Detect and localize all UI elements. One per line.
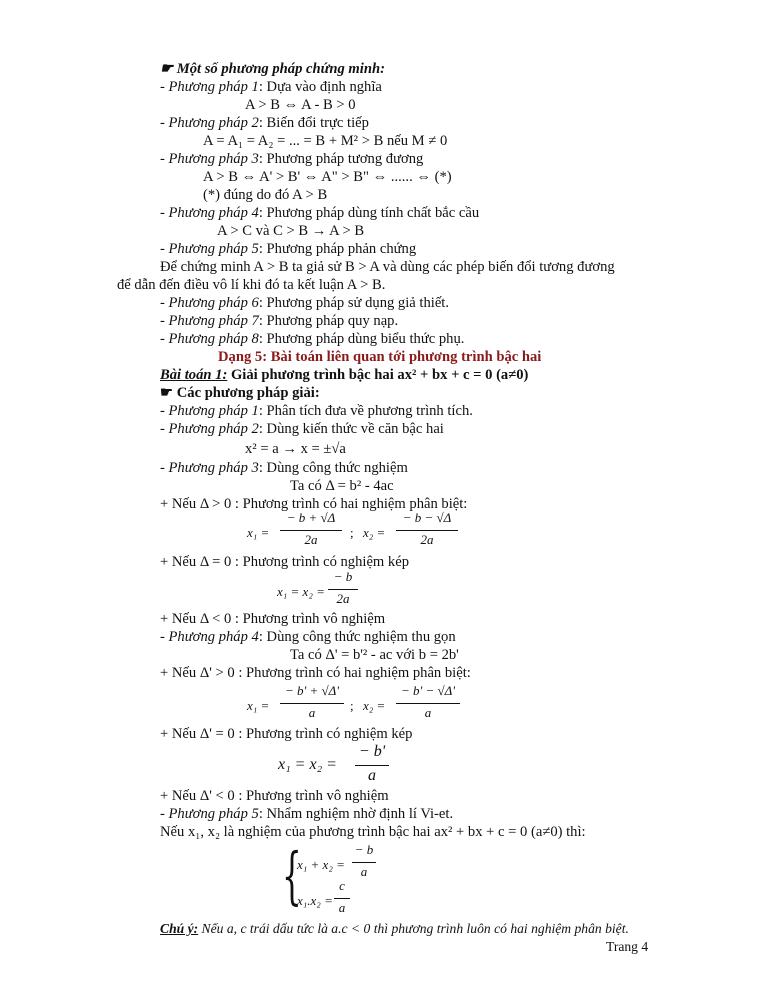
case6-text: + Nếu Δ' < 0 : Phương trình vô nghiệm [160, 788, 389, 804]
pp3-text: : Phương pháp tương đương [258, 151, 424, 167]
s2-line: - Phương pháp 2: Dùng kiến thức về căn bậc hai [160, 421, 444, 437]
case1-text: + Nếu Δ > 0 : Phương trình có hai nghiệm phân biệt: [160, 496, 468, 512]
case5-lhs: x₁ = x₂ = [278, 756, 337, 773]
case4-den-1: a [308, 705, 316, 720]
case4-x1-lhs: x₁ = [247, 698, 270, 713]
s4-line: - Phương pháp 4: Dùng công thức nghiệm thu gọn [160, 629, 456, 645]
fraction-bar [334, 898, 350, 899]
vieta-sum-lhs: x₁ + x₂ = [297, 857, 345, 872]
pp7-text: : Phương pháp quy nạp. [258, 313, 399, 329]
pp7-line: - Phương pháp 7: Phương pháp quy nạp. [160, 313, 399, 329]
s5-line: - Phương pháp 5: Nhẩm nghiệm nhờ định lí Vi-et. [160, 806, 454, 822]
s4-label: Phương pháp 4 [168, 629, 259, 645]
case4-x1-fraction [280, 683, 344, 723]
s1-label: Phương pháp 1 [168, 403, 259, 419]
note-line [160, 920, 629, 938]
s5-label: Phương pháp 5 [168, 806, 259, 822]
pp5-label: Phương pháp 5 [168, 241, 259, 257]
pp4-formula: A > C và C > B → A > B [217, 223, 365, 239]
pp3-label: Phương pháp 3 [168, 151, 259, 167]
page-number: Trang 4 [606, 939, 649, 954]
case4-text: + Nếu Δ' > 0 : Phương trình có hai nghiệm phân biệt: [160, 665, 471, 681]
s4-text: : Dùng công thức nghiệm thu gọn [258, 629, 456, 645]
s3-delta: Ta có Δ = b² - 4ac [290, 478, 394, 494]
pp4-label: Phương pháp 4 [168, 205, 259, 221]
fraction-bar [280, 530, 342, 531]
case2-lhs: x₁ = x₂ = [277, 584, 325, 599]
case4-x1-num: − b' + √Δ' [284, 683, 340, 698]
case1-x2-fraction [396, 510, 458, 550]
pp6-line: - Phương pháp 6: Phương pháp sử dụng giả thiết. [160, 295, 449, 311]
pp4-line: - Phương pháp 4: Phương pháp dùng tính chất bắc cầu [160, 205, 480, 221]
case1-x2-num: − b − √Δ [402, 510, 452, 525]
case1-x1-fraction [280, 510, 342, 550]
vieta-sum-fraction [352, 842, 376, 882]
case1-den-2: 2a [420, 532, 434, 547]
case4-x2-num: − b' − √Δ' [400, 683, 456, 698]
case5-num: − b' [358, 743, 386, 760]
s3-text: : Dùng công thức nghiệm [258, 460, 408, 476]
pp1-line: - Phương pháp 1: Dựa vào định nghĩa [160, 79, 382, 95]
s4-delta: Ta có Δ' = b'² - ac với b = 2b' [290, 647, 459, 663]
problem-line [160, 366, 528, 384]
section-title: Dạng 5: Bài toán liên quan tới phương trình bậc hai [218, 349, 542, 365]
case3-text: + Nếu Δ < 0 : Phương trình vô nghiệm [160, 611, 386, 627]
case2-fraction [328, 569, 358, 609]
pp4-text: : Phương pháp dùng tính chất bắc cầu [258, 205, 480, 221]
vieta-intro: Nếu x₁, x₂ là nghiệm của phương trình bậc hai ax² + bx + c = 0 (a≠0) thì: [160, 824, 586, 840]
case4-x2-lhs: x₂ = [363, 698, 386, 713]
s2-text: : Dùng kiến thức về căn bậc hai [258, 421, 444, 437]
pp1-formula: A > B ⇔ A - B > 0 [245, 97, 356, 113]
vieta-prod-den: a [338, 900, 346, 915]
case1-sep: ; [350, 525, 354, 540]
pp1-text: : Dựa vào định nghĩa [258, 79, 382, 95]
pp8-line: - Phương pháp 8: Phương pháp dùng biểu thức phụ. [160, 331, 465, 347]
pp1-label: Phương pháp 1 [168, 79, 259, 95]
s1-line: - Phương pháp 1: Phân tích đưa về phương trình tích. [160, 403, 473, 419]
fraction-bar [355, 765, 389, 766]
pp2-text: : Biến đổi trực tiếp [258, 115, 369, 131]
case5-den: a [368, 767, 376, 784]
case5-fraction [355, 743, 389, 787]
vieta-prod-num: c [339, 878, 345, 893]
pp2-line: - Phương pháp 2: Biến đổi trực tiếp [160, 115, 369, 131]
pp8-text: : Phương pháp dùng biểu thức phụ. [258, 331, 465, 347]
pp2-formula: A = A₁ = A₂ = ... = B + M² > B nếu M ≠ 0 [203, 133, 448, 149]
pp5-para1: Để chứng minh A > B ta giả sử B > A và dùng các phép biến đổi tương đương [160, 259, 615, 275]
fraction-bar [352, 862, 376, 863]
note-label: Chú ý: [160, 921, 199, 936]
solve-heading: ☛ Các phương pháp giải: [160, 385, 320, 401]
pp6-label: Phương pháp 6 [168, 295, 259, 311]
s2-formula: x² = a → x = ±√a [245, 441, 346, 457]
pp8-label: Phương pháp 8 [168, 331, 259, 347]
case4-x2-fraction [396, 683, 460, 723]
case1-x1-num: − b + √Δ [286, 510, 336, 525]
problem-text: Giải phương trình bậc hai ax² + bx + c = 0 (a≠0) [227, 367, 529, 383]
case2-den: 2a [336, 591, 350, 606]
s3-label: Phương pháp 3 [168, 460, 259, 476]
vieta-sum-den: a [360, 864, 368, 879]
system-brace: { [282, 839, 302, 912]
pp7-label: Phương pháp 7 [168, 313, 259, 329]
vieta-prod-lhs: x₁.x₂ = [297, 893, 333, 908]
pp5-para2: để dẫn đến điều vô lí khi đó ta kết luận A > B. [117, 277, 386, 293]
s3-line: - Phương pháp 3: Dùng công thức nghiệm [160, 460, 408, 476]
heading-methods: ☛ Một số phương pháp chứng minh: [160, 61, 385, 77]
vieta-sum-num: − b [354, 842, 374, 857]
pp3-line: - Phương pháp 3: Phương pháp tương đương [160, 151, 424, 167]
fraction-bar [280, 703, 344, 704]
s1-text: : Phân tích đưa về phương trình tích. [258, 403, 473, 419]
case2-num: − b [333, 569, 353, 584]
pp3-note: (*) đúng do đó A > B [203, 187, 328, 203]
pp6-text: : Phương pháp sử dụng giả thiết. [258, 295, 449, 311]
pp2-label: Phương pháp 2 [168, 115, 259, 131]
note-text: Nếu a, c trái dấu tức là a.c < 0 thì phương trình luôn có hai nghiệm phân biệt. [198, 921, 629, 936]
fraction-bar [396, 703, 460, 704]
case2-text: + Nếu Δ = 0 : Phương trình có nghiệm kép [160, 554, 410, 570]
pp3-formula: A > B ⇔ A' > B' ⇔ A" > B" ⇔ ...... ⇔ (*) [203, 169, 452, 185]
fraction-bar [396, 530, 458, 531]
vieta-prod-fraction [334, 878, 350, 918]
s2-label: Phương pháp 2 [168, 421, 259, 437]
problem-label: Bài toán 1: [160, 367, 228, 383]
pp5-line: - Phương pháp 5: Phương pháp phản chứng [160, 241, 417, 257]
case5-text: + Nếu Δ' = 0 : Phương trình có nghiệm kép [160, 726, 413, 742]
pp5-text: : Phương pháp phản chứng [258, 241, 417, 257]
fraction-bar [328, 589, 358, 590]
case4-den-2: a [424, 705, 432, 720]
s5-text: : Nhẩm nghiệm nhờ định lí Vi-et. [258, 806, 454, 822]
case1-x2-lhs: x₂ = [363, 525, 386, 540]
case1-x1-lhs: x₁ = [247, 525, 270, 540]
case1-den-1: 2a [304, 532, 318, 547]
case4-sep: ; [350, 698, 354, 713]
